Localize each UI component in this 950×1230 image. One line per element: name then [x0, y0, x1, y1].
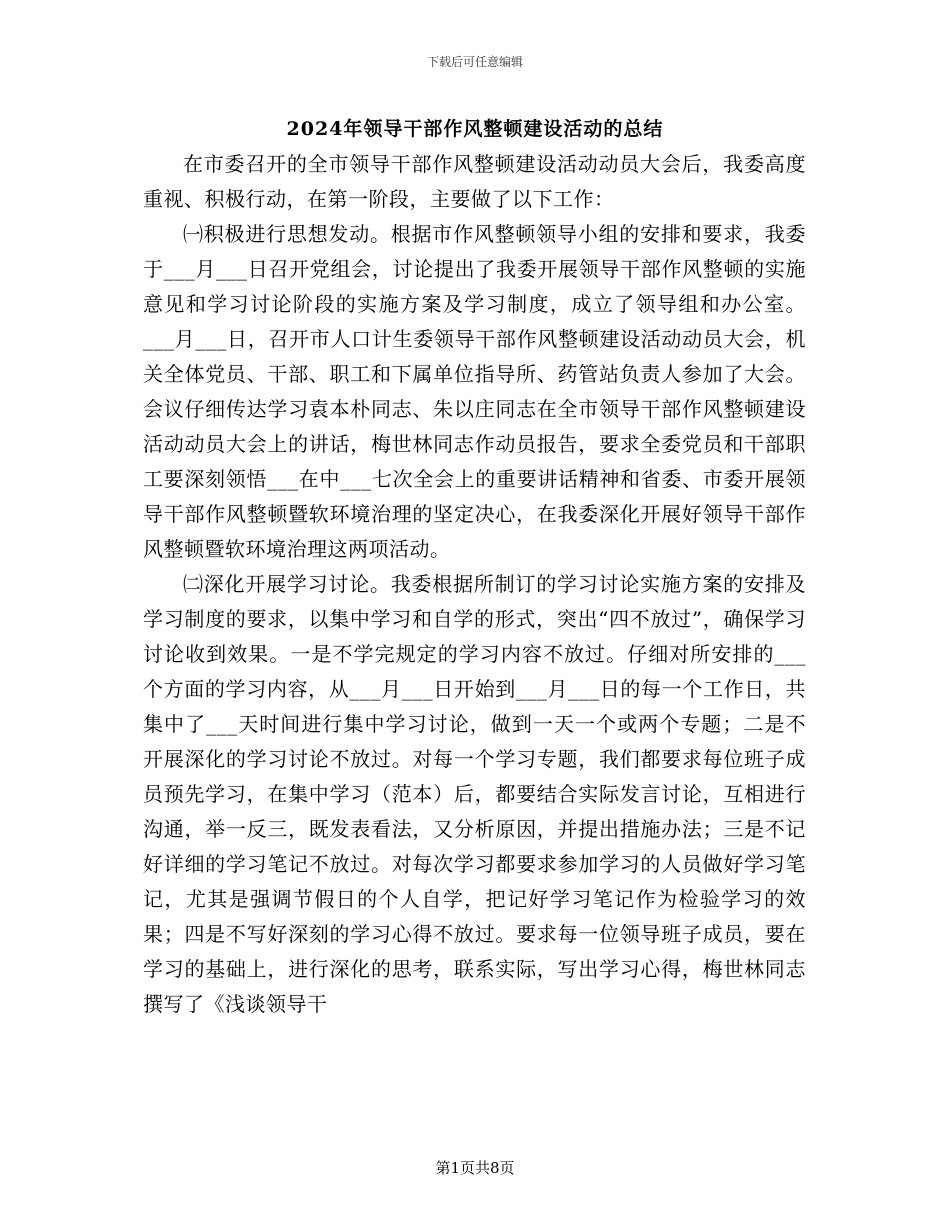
page-footer: 第1页共8页	[435, 1159, 515, 1177]
paragraph-intro: 在市委召开的全市领导干部作风整顿建设活动动员大会后，我委高度重视、积极行动，在第一阶段，主要做了以下工作：	[143, 152, 806, 211]
header-note: 下载后可任意编辑	[426, 55, 523, 69]
document-title: 2024年领导干部作风整顿建设活动的总结	[286, 118, 664, 140]
paragraph-section-2: ㈡深化开展学习讨论。我委根据所制订的学习讨论实施方案的安排及学习制度的要求，以集中学习和自学的形式，突出“四不放过”，确保学习讨论收到效果。一是不学完规定的学习内容不放过。仔细对所安排的___个方面的学习内容，从___月___日开始到___月___日的每一个工作日，共集中了___天时间进行集中学习讨论，做到一天一个或两个专题；二是不开展深化的学习讨论不放过。对每一个学习专题，我们都要求每位班子成员预先学习，在集中学习（范本）后，都要结合实际发言讨论，互相进行沟通，举一反三，既发表看法，又分析原因，并提出措施办法；三是不记好详细的学习笔记不放过。对每次学习都要求参加学习的人员做好学习笔记，尤其是强调节假日的个人自学，把记好学习笔记作为检验学习的效果；四是不写好深刻的学习心得不放过。要求每一位领导班子成员，要在学习的基础上，进行深化的思考，联系实际，写出学习心得，梅世林同志撰写了《浅谈领导干	[143, 572, 806, 1016]
paragraph-section-1: ㈠积极进行思想发动。根据市作风整顿领导小组的安排和要求，我委于___月___日召开党组会，讨论提出了我委开展领导干部作风整顿的实施意见和学习讨论阶段的实施方案及学习制度，成立了领导组和办公室。___月___日，召开市人口计生委领导干部作风整顿建设活动动员大会，机关全体党员、干部、职工和下属单位指导所、药管站负责人参加了大会。会议仔细传达学习袁本朴同志、朱以庄同志在全市领导干部作风整顿建设活动动员大会上的讲话，梅世林同志作动员报告，要求全委党员和干部职工要深刻领悟___在中___七次全会上的重要讲话精神和省委、市委开展领导干部作风整顿暨软环境治理的坚定决心，在我委深化开展好领导干部作风整顿暨软环境治理这两项活动。	[143, 222, 806, 561]
document-body	[143, 147, 806, 1022]
